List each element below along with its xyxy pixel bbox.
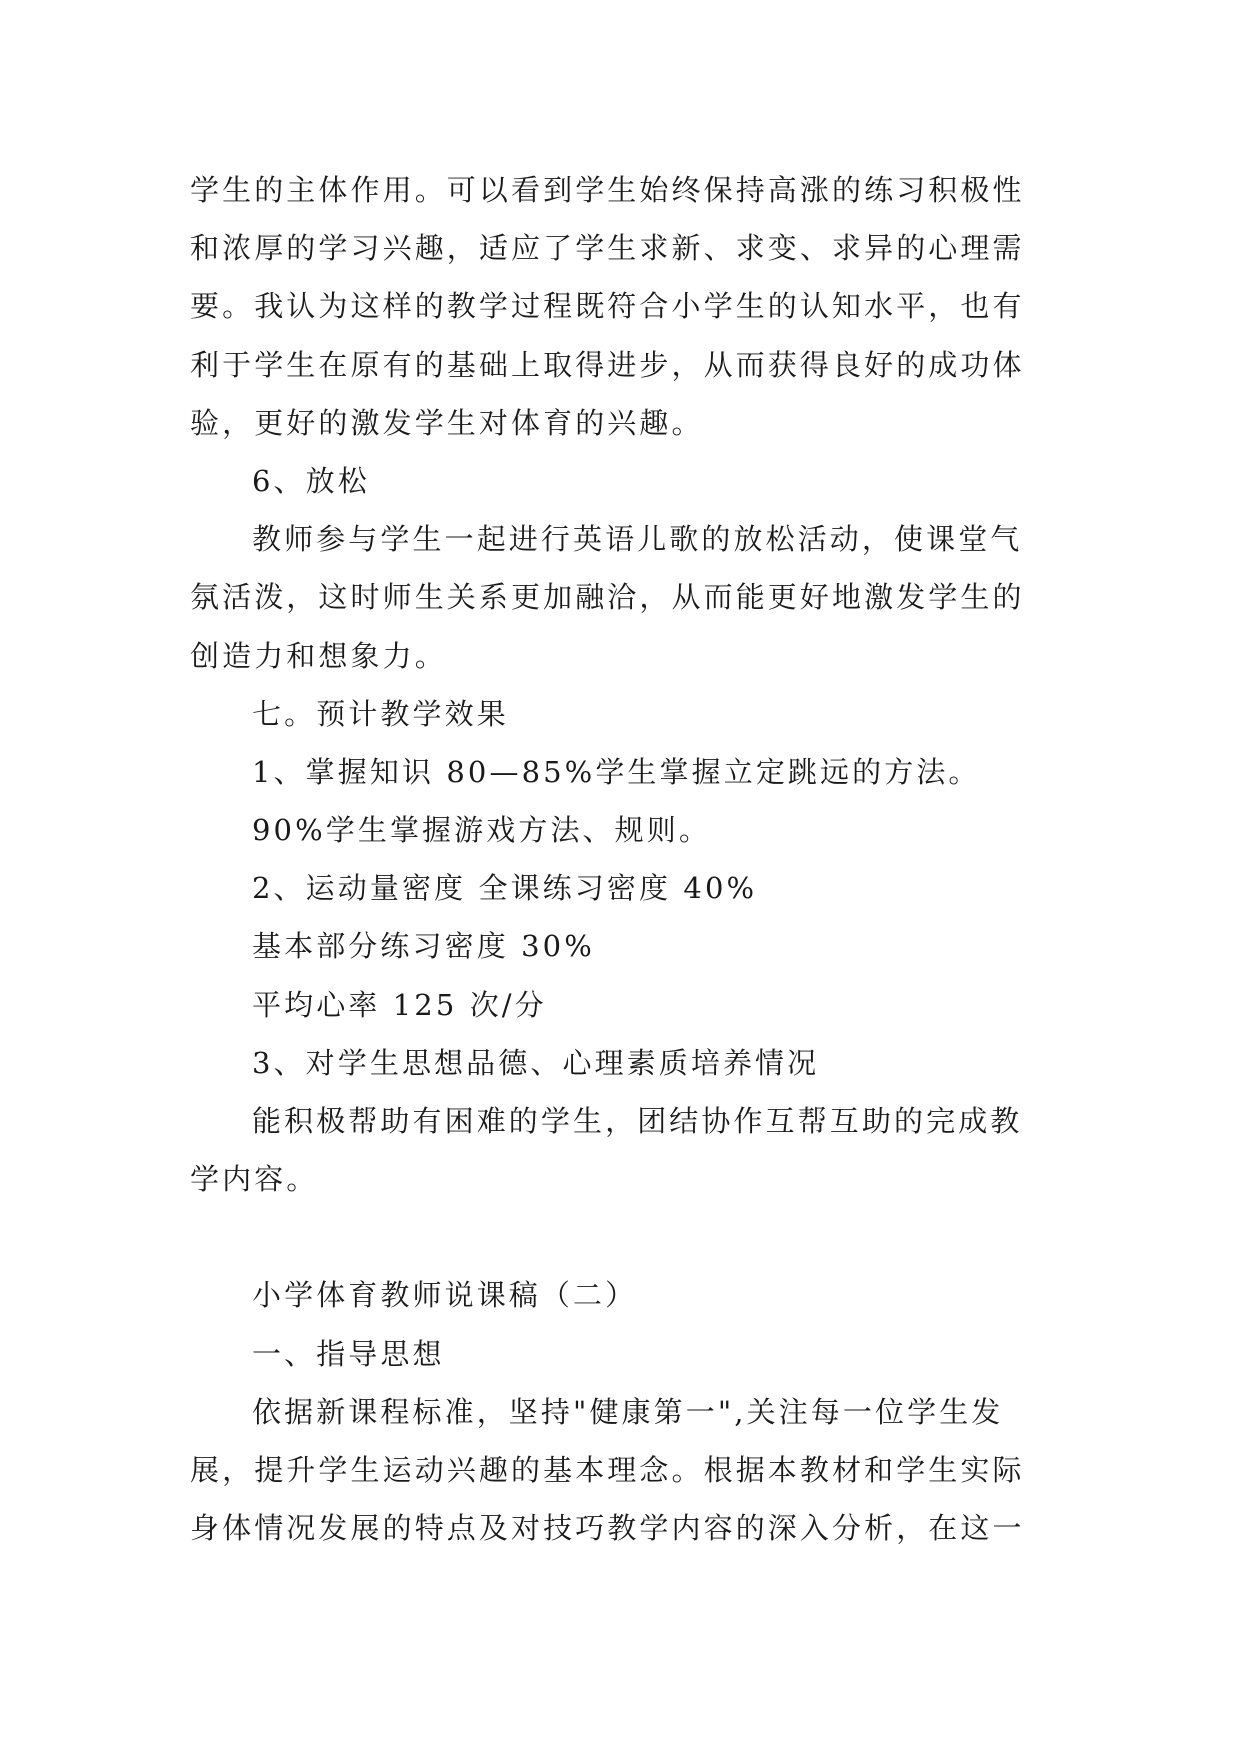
paragraph-line: 创造力和想象力。 xyxy=(190,638,447,673)
paragraph-line: 教师参与学生一起进行英语儿歌的放松活动，使课堂气 xyxy=(252,522,1023,557)
paragraph-line: 能积极帮助有困难的学生，团结协作互帮互助的完成教 xyxy=(252,1104,1023,1138)
paragraph-line: 身体情况发展的特点及对技巧教学内容的深入分析，在这一 xyxy=(190,1511,1025,1546)
paragraph-line: 学生的主体作用。可以看到学生始终保持高涨的练习积极性 xyxy=(190,173,1025,207)
paragraph-line: 要。我认为这样的教学过程既符合小学生的认知水平，也有 xyxy=(190,289,1025,324)
document-title: 小学体育教师说课稿（二） xyxy=(252,1278,638,1313)
section-gap xyxy=(190,1208,1060,1266)
paragraph-line: 验，更好的激发学生对体育的兴趣。 xyxy=(190,405,704,440)
effect-item: 基本部分练习密度 30% xyxy=(252,929,595,964)
effect-item: 3、对学生思想品德、心理素质培养情况 xyxy=(252,1045,820,1080)
paragraph-line: 利于学生在原有的基础上取得进步，从而获得良好的成功体 xyxy=(190,347,1025,382)
paragraph-line: 和浓厚的学习兴趣，适应了学生求新、求变、求异的心理需 xyxy=(190,231,1025,266)
document-body xyxy=(190,161,1060,1557)
section-heading-guide: 一、指导思想 xyxy=(252,1336,445,1371)
paragraph-line: 学内容。 xyxy=(190,1162,319,1197)
paragraph-line: 依据新课程标准，坚持"健康第一",关注每一位学生发 xyxy=(252,1394,1004,1429)
effect-item: 平均心率 125 次/分 xyxy=(252,987,547,1022)
paragraph-line: 氛活泼，这时师生关系更加融洽，从而能更好地激发学生的 xyxy=(190,580,1025,615)
section-heading-relax: 6、放松 xyxy=(252,463,370,498)
section-heading-effects: 七。预计教学效果 xyxy=(252,696,509,731)
effect-item: 90%学生掌握游戏方法、规则。 xyxy=(252,813,711,848)
effect-item: 2、运动量密度 全课练习密度 40% xyxy=(252,871,758,906)
paragraph-line: 展，提升学生运动兴趣的基本理念。根据本教材和学生实际 xyxy=(190,1452,1025,1487)
effect-item: 1、掌握知识 80—85%学生掌握立定跳远的方法。 xyxy=(252,754,981,789)
